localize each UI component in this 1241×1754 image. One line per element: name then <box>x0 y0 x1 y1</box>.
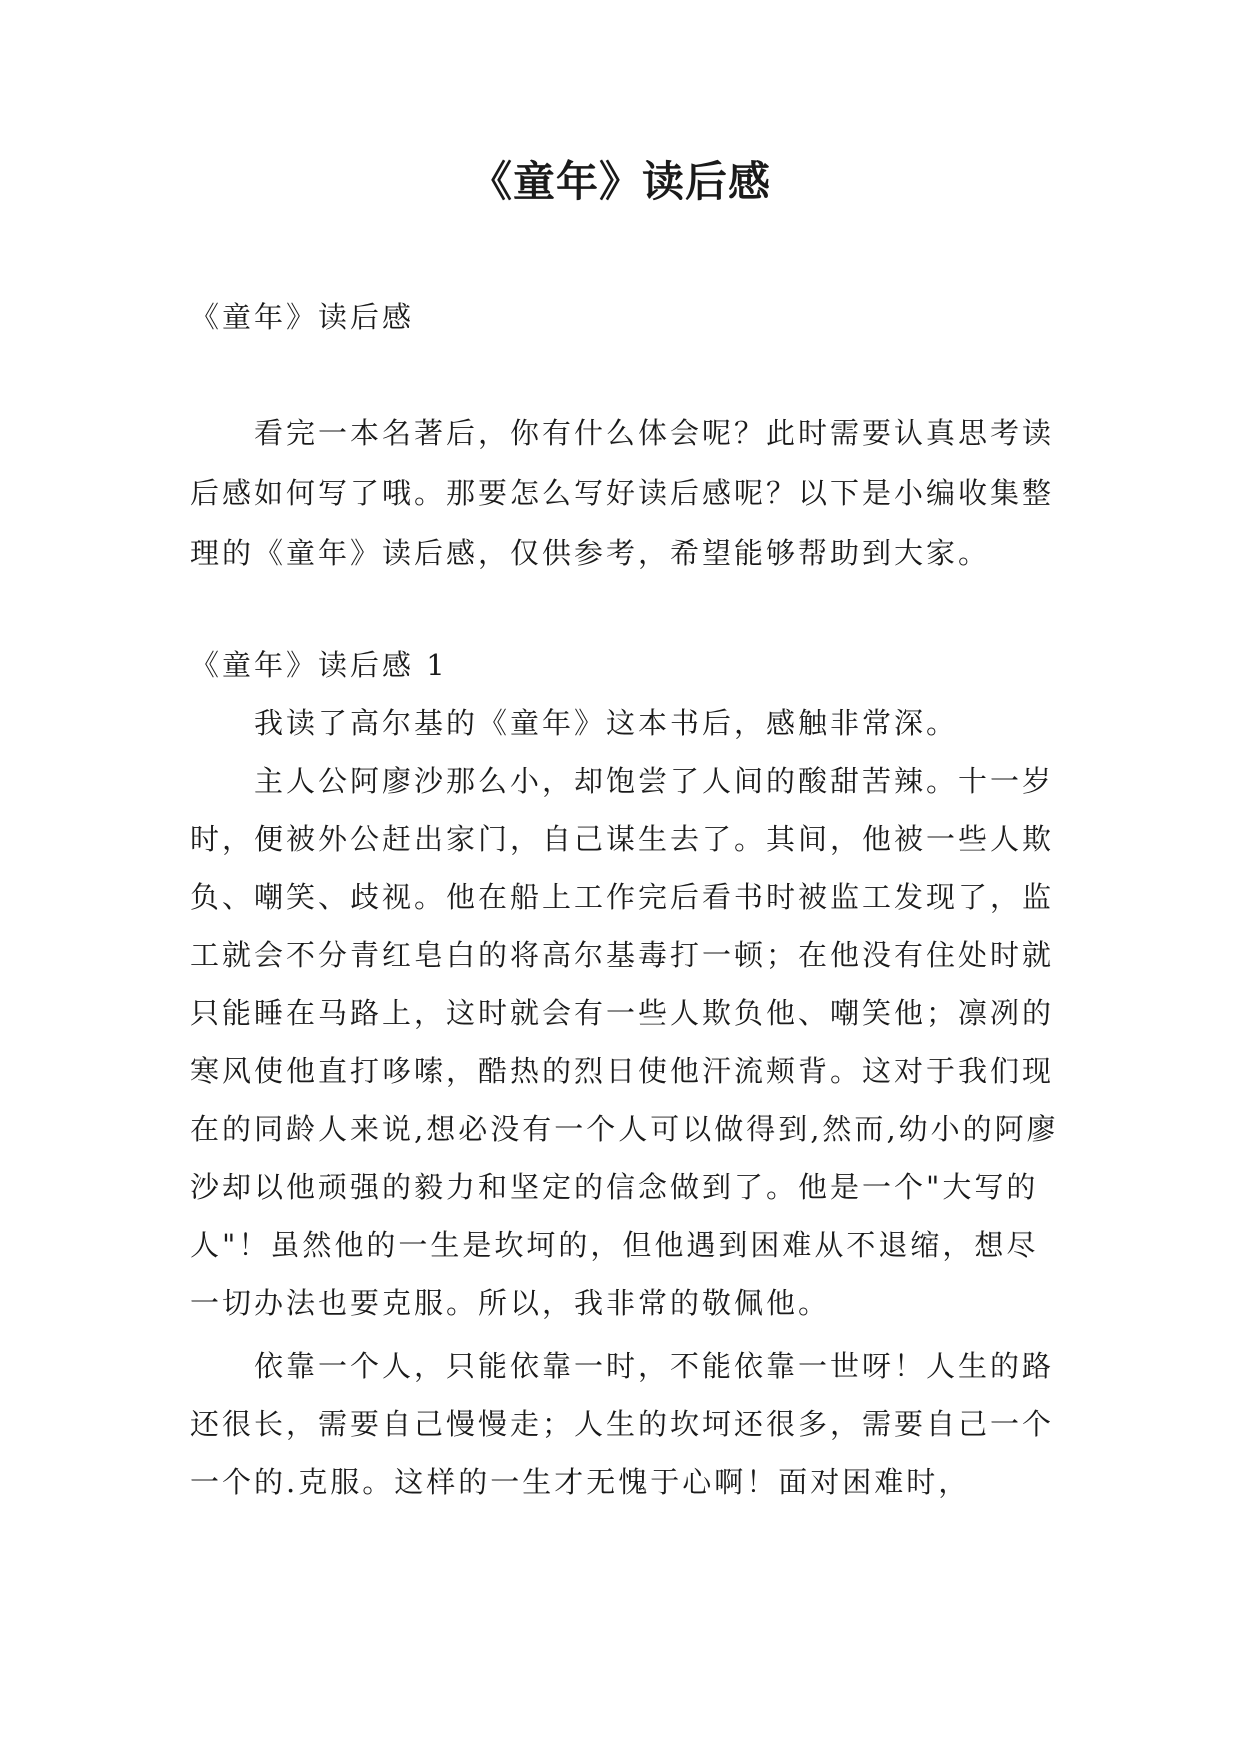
intro-section <box>190 403 1070 583</box>
intro-paragraph: 看完一本名著后，你有什么体会呢？此时需要认真思考读后感如何写了哦。那要怎么写好读后感呢？以下是小编收集整理的《童年》读后感，仅供参考，希望能够帮助到大家。 <box>190 416 1055 570</box>
body-paragraph-3: 依靠一个人，只能依靠一时，不能依靠一世呀！人生的路还很长，需要自己慢慢走；人生的坎坷还很多，需要自己一个一个的.克服。这样的一生才无愧于心啊！面对困难时， <box>190 1349 1055 1499</box>
subtitle-text: 《童年》读后感 <box>190 300 415 334</box>
section-heading <box>190 637 1070 693</box>
section-heading-text: 《童年》读后感 1 <box>190 648 448 682</box>
section-body <box>190 694 1070 1511</box>
body-paragraph-1: 我读了高尔基的《童年》这本书后，感触非常深。 <box>254 706 959 740</box>
body-paragraph-2: 主人公阿廖沙那么小，却饱尝了人间的酸甜苦辣。十一岁时，便被外公赶出家门，自己谋生去了。其间，他被一些人欺负、嘲笑、歧视。他在船上工作完后看书时被监工发现了，监工就会不分青红皂白的将高尔基毒打一顿；在他没有住处时就只能睡在马路上，这时就会有一些人欺负他、嘲笑他；凛冽的寒风使他直打哆嗦，酷热的烈日使他汗流颊背。这对于我们现在的同龄人来说,想必没有一个人可以做得到,然而,幼小的阿廖沙却以他顽强的毅力和坚定的信念做到了。他是一个"大写的人"！虽然他的一生是坎坷的，但他遇到困难从不退缩，想尽一切办法也要克服。所以，我非常的敬佩他。 <box>190 764 1059 1320</box>
document-subtitle <box>190 288 1070 346</box>
document-title: 《童年》读后感 <box>469 157 771 206</box>
